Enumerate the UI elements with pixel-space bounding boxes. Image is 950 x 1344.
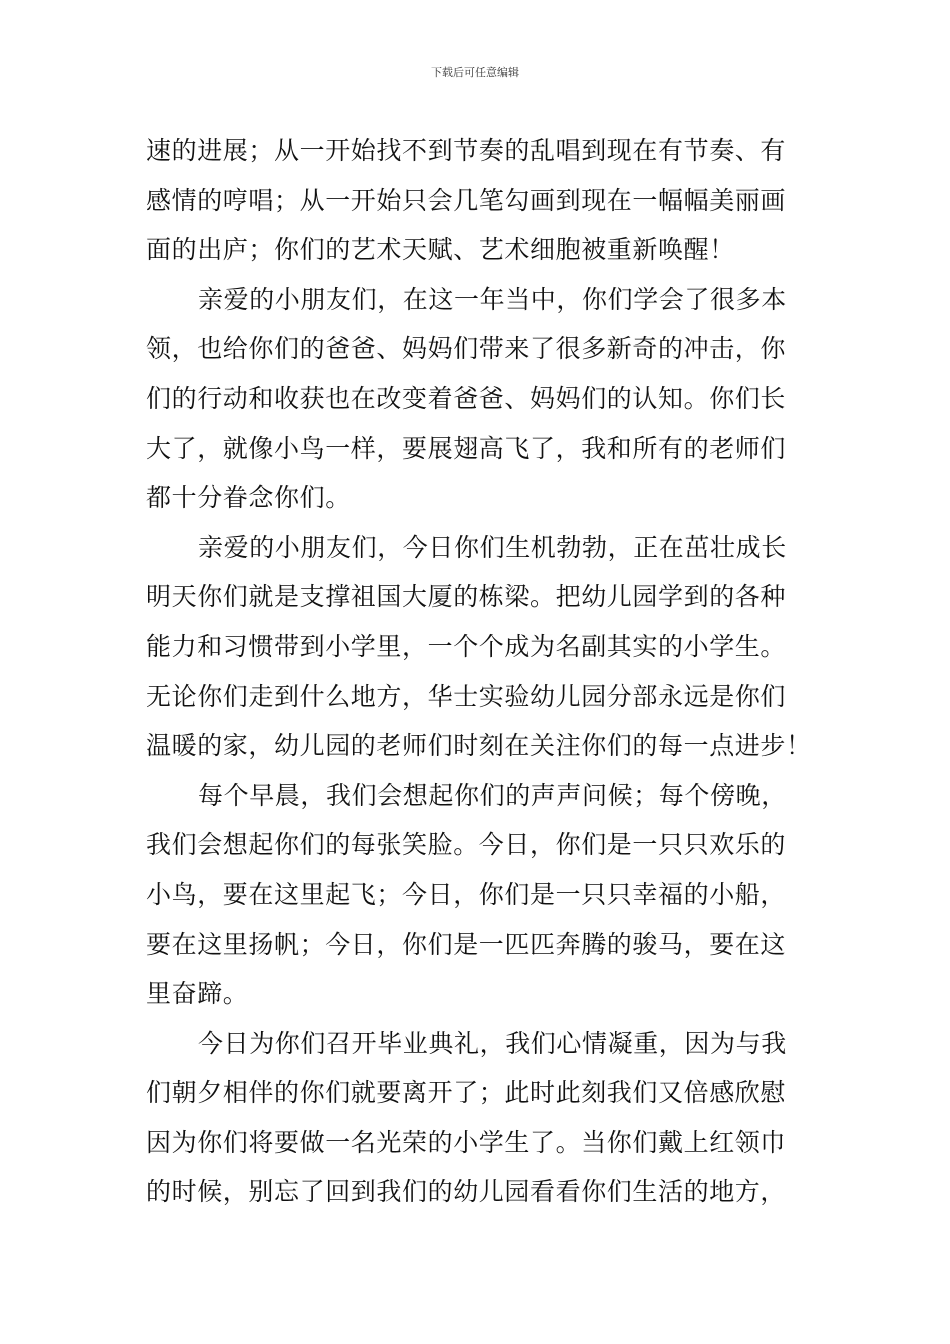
text-line: 温暖的家，幼儿园的老师们时刻在关注你们的每一点进步！: [146, 731, 812, 761]
text-line: 小鸟，要在这里起飞；今日，你们是一只只幸福的小船，: [146, 879, 787, 909]
text-line: 要在这里扬帆；今日，你们是一匹匹奔腾的骏马，要在这: [146, 929, 787, 959]
text-line: 我们会想起你们的每张笑脸。今日，你们是一只只欢乐的: [146, 830, 787, 860]
text-line: 的时候，别忘了回到我们的幼儿园看看你们生活的地方，: [146, 1177, 787, 1207]
text-line: 今日为你们召开毕业典礼，我们心情凝重，因为与我: [198, 1028, 787, 1058]
text-line: 们朝夕相伴的你们就要离开了；此时此刻我们又倍感欣慰: [146, 1078, 787, 1108]
page-header: 下载后可任意编辑: [431, 66, 519, 79]
text-line: 每个早晨，我们会想起你们的声声问候；每个傍晚，: [198, 780, 787, 810]
text-line: 都十分眷念你们。: [146, 483, 351, 513]
text-line: 能力和习惯带到小学里，一个个成为名副其实的小学生。: [146, 631, 787, 661]
text-line: 领，也给你们的爸爸、妈妈们带来了很多新奇的冲击，你: [146, 334, 787, 364]
text-line: 面的出庐；你们的艺术天赋、艺术细胞被重新唤醒！: [146, 235, 735, 265]
text-line: 里奋蹄。: [146, 979, 249, 1009]
document-body: [146, 126, 812, 1217]
text-line: 无论你们走到什么地方，华士实验幼儿园分部永远是你们: [146, 681, 787, 711]
text-line: 感情的哼唱；从一开始只会几笔勾画到现在一幅幅美丽画: [146, 185, 787, 215]
text-line: 因为你们将要做一名光荣的小学生了。当你们戴上红领巾: [146, 1127, 787, 1157]
text-line: 亲爱的小朋友们，在这一年当中，你们学会了很多本: [198, 284, 787, 314]
text-line: 明天你们就是支撑祖国大厦的栋梁。把幼儿园学到的各种: [146, 582, 787, 612]
text-line: 速的进展；从一开始找不到节奏的乱唱到现在有节奏、有: [146, 136, 787, 165]
text-line: 亲爱的小朋友们，今日你们生机勃勃，正在茁壮成长: [198, 532, 787, 562]
text-line: 们的行动和收获也在改变着爸爸、妈妈们的认知。你们长: [146, 383, 787, 413]
text-line: 大了，就像小鸟一样，要展翅高飞了，我和所有的老师们: [146, 433, 787, 463]
